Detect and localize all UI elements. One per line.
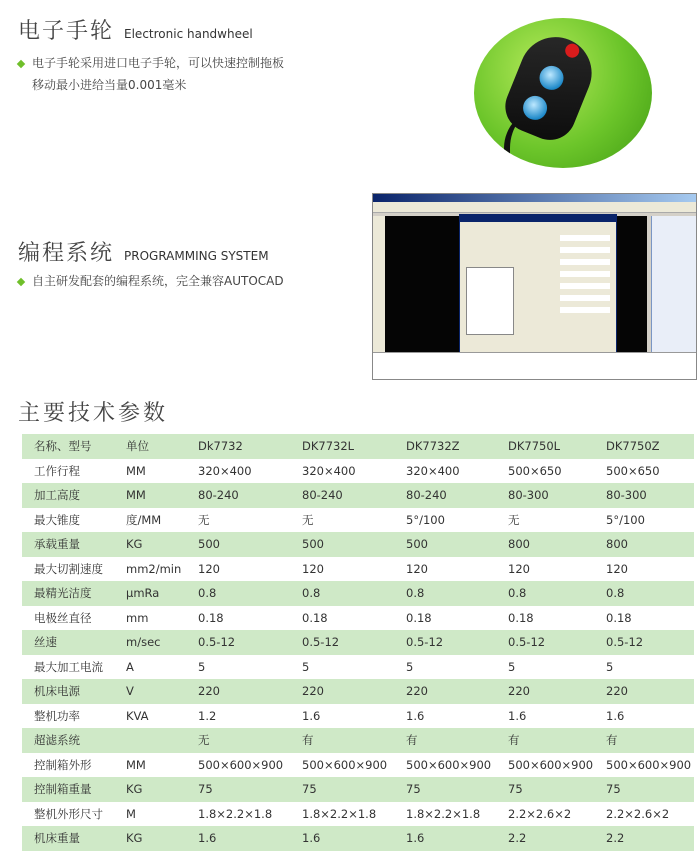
value-cell: 320×400 <box>398 459 500 484</box>
value-cell: 1.6 <box>294 826 398 851</box>
value-cell: 5°/100 <box>598 508 694 533</box>
unit-cell: MM <box>118 459 190 484</box>
table-row <box>22 483 694 508</box>
cad-side-panel <box>651 216 696 352</box>
value-cell: 有 <box>294 728 398 753</box>
unit-cell: KG <box>118 826 190 851</box>
handwheel-title-en: Electronic handwheel <box>124 27 253 41</box>
value-cell: 800 <box>500 532 598 557</box>
param-name-cell: 超滤系统 <box>22 728 118 753</box>
value-cell: 500×650 <box>500 459 598 484</box>
header-cell: 名称、型号 <box>22 434 118 459</box>
unit-cell: mm <box>118 606 190 631</box>
table-row <box>22 777 694 802</box>
programming-title-en: PROGRAMMING SYSTEM <box>124 249 269 263</box>
value-cell: 80-240 <box>398 483 500 508</box>
header-cell: Dk7732 <box>190 434 294 459</box>
table-row <box>22 826 694 851</box>
value-cell: 0.8 <box>398 581 500 606</box>
header-cell: DK7750Z <box>598 434 694 459</box>
value-cell: 75 <box>190 777 294 802</box>
value-cell: 500×600×900 <box>190 753 294 778</box>
table-row <box>22 532 694 557</box>
header-cell: 单位 <box>118 434 190 459</box>
value-cell: 无 <box>294 508 398 533</box>
unit-cell: m/sec <box>118 630 190 655</box>
table-row <box>22 704 694 729</box>
value-cell: 1.6 <box>500 704 598 729</box>
value-cell: 220 <box>598 679 694 704</box>
value-cell: 500×600×900 <box>294 753 398 778</box>
table-row <box>22 557 694 582</box>
value-cell: 有 <box>598 728 694 753</box>
value-cell: 1.6 <box>398 826 500 851</box>
value-cell: 0.8 <box>598 581 694 606</box>
programming-heading <box>18 236 269 267</box>
unit-cell <box>118 728 190 753</box>
unit-cell: 度/MM <box>118 508 190 533</box>
value-cell: 1.8×2.2×1.8 <box>398 802 500 827</box>
table-row <box>22 508 694 533</box>
param-name-cell: 工作行程 <box>22 459 118 484</box>
table-row <box>22 655 694 680</box>
value-cell: 75 <box>598 777 694 802</box>
cad-dialog-titlebar <box>460 215 616 222</box>
value-cell: 1.6 <box>190 826 294 851</box>
handwheel-bullet-line2: 移动最小进给当量0.001毫米 <box>32 78 187 92</box>
value-cell: 120 <box>398 557 500 582</box>
handwheel-image <box>474 18 652 168</box>
dial-knob-icon <box>536 62 567 93</box>
value-cell: 0.18 <box>500 606 598 631</box>
value-cell: 500×600×900 <box>398 753 500 778</box>
programming-title-cn: 编程系统 <box>18 241 115 266</box>
value-cell: 220 <box>294 679 398 704</box>
table-row <box>22 581 694 606</box>
unit-cell: μmRa <box>118 581 190 606</box>
unit-cell: MM <box>118 753 190 778</box>
table-row <box>22 630 694 655</box>
param-name-cell: 控制箱外形 <box>22 753 118 778</box>
value-cell: 2.2×2.6×2 <box>598 802 694 827</box>
value-cell: 5°/100 <box>398 508 500 533</box>
value-cell: 1.6 <box>598 704 694 729</box>
value-cell: 80-300 <box>500 483 598 508</box>
table-row <box>22 728 694 753</box>
value-cell: 120 <box>294 557 398 582</box>
value-cell: 2.2 <box>598 826 694 851</box>
param-name-cell: 丝速 <box>22 630 118 655</box>
value-cell: 无 <box>190 508 294 533</box>
programming-description <box>18 270 284 292</box>
unit-cell: MM <box>118 483 190 508</box>
cad-command-line <box>373 352 696 379</box>
dial-knob-icon <box>519 92 550 123</box>
param-name-cell: 最大锥度 <box>22 508 118 533</box>
value-cell: 0.18 <box>294 606 398 631</box>
value-cell: 120 <box>500 557 598 582</box>
value-cell: 220 <box>398 679 500 704</box>
value-cell: 120 <box>190 557 294 582</box>
unit-cell: M <box>118 802 190 827</box>
value-cell: 500×600×900 <box>598 753 694 778</box>
param-name-cell: 最精光洁度 <box>22 581 118 606</box>
value-cell: 120 <box>598 557 694 582</box>
value-cell: 0.18 <box>398 606 500 631</box>
value-cell: 0.5-12 <box>500 630 598 655</box>
value-cell: 1.8×2.2×1.8 <box>294 802 398 827</box>
value-cell: 75 <box>398 777 500 802</box>
bullet-diamond-icon <box>17 277 25 285</box>
header-cell: DK7750L <box>500 434 598 459</box>
param-name-cell: 电极丝直径 <box>22 606 118 631</box>
value-cell: 5 <box>598 655 694 680</box>
value-cell: 80-240 <box>190 483 294 508</box>
value-cell: 1.2 <box>190 704 294 729</box>
value-cell: 80-300 <box>598 483 694 508</box>
value-cell: 75 <box>294 777 398 802</box>
value-cell: 无 <box>190 728 294 753</box>
value-cell: 500 <box>190 532 294 557</box>
unit-cell: KG <box>118 532 190 557</box>
bullet-diamond-icon <box>17 59 25 67</box>
value-cell: 500 <box>398 532 500 557</box>
param-name-cell: 机床重量 <box>22 826 118 851</box>
value-cell: 5 <box>294 655 398 680</box>
handwheel-title-cn: 电子手轮 <box>18 19 115 44</box>
param-name-cell: 机床电源 <box>22 679 118 704</box>
handwheel-description <box>18 52 284 96</box>
value-cell: 0.8 <box>294 581 398 606</box>
specs-table <box>22 434 694 851</box>
value-cell: 0.8 <box>500 581 598 606</box>
value-cell: 75 <box>500 777 598 802</box>
value-cell: 0.8 <box>190 581 294 606</box>
param-name-cell: 承载重量 <box>22 532 118 557</box>
value-cell: 500×650 <box>598 459 694 484</box>
programming-screenshot <box>372 193 697 380</box>
handwheel-bullet-line1: 电子手轮采用进口电子手轮，可以快速控制拖板 <box>32 56 285 70</box>
value-cell: 320×400 <box>294 459 398 484</box>
value-cell: 有 <box>398 728 500 753</box>
table-row <box>22 679 694 704</box>
value-cell: 有 <box>500 728 598 753</box>
value-cell: 2.2 <box>500 826 598 851</box>
value-cell: 320×400 <box>190 459 294 484</box>
value-cell: 0.18 <box>598 606 694 631</box>
param-name-cell: 最大加工电流 <box>22 655 118 680</box>
value-cell: 1.6 <box>294 704 398 729</box>
value-cell: 220 <box>190 679 294 704</box>
value-cell: 1.8×2.2×1.8 <box>190 802 294 827</box>
table-row <box>22 459 694 484</box>
value-cell: 800 <box>598 532 694 557</box>
param-name-cell: 最大切割速度 <box>22 557 118 582</box>
unit-cell: A <box>118 655 190 680</box>
emergency-stop-icon <box>563 42 581 60</box>
cad-toolbar <box>373 216 385 352</box>
cad-dialog <box>459 214 617 354</box>
value-cell: 0.5-12 <box>398 630 500 655</box>
programming-bullet: 自主研发配套的编程系统，完全兼容AUTOCAD <box>32 274 284 288</box>
unit-cell: KG <box>118 777 190 802</box>
cad-dialog-fields <box>560 229 610 319</box>
value-cell: 无 <box>500 508 598 533</box>
table-row <box>22 606 694 631</box>
header-cell: DK7732L <box>294 434 398 459</box>
value-cell: 80-240 <box>294 483 398 508</box>
value-cell: 500×600×900 <box>500 753 598 778</box>
header-cell: DK7732Z <box>398 434 500 459</box>
table-row <box>22 753 694 778</box>
value-cell: 2.2×2.6×2 <box>500 802 598 827</box>
cad-titlebar <box>373 194 696 202</box>
value-cell: 1.6 <box>398 704 500 729</box>
table-row <box>22 802 694 827</box>
cad-menubar <box>373 202 696 213</box>
table-header-row <box>22 434 694 459</box>
value-cell: 0.5-12 <box>294 630 398 655</box>
specs-title: 主要技术参数 <box>18 401 169 426</box>
param-name-cell: 控制箱重量 <box>22 777 118 802</box>
unit-cell: KVA <box>118 704 190 729</box>
handwheel-heading <box>18 14 253 45</box>
value-cell: 500 <box>294 532 398 557</box>
param-name-cell: 整机外形尺寸 <box>22 802 118 827</box>
param-name-cell: 整机功率 <box>22 704 118 729</box>
value-cell: 5 <box>500 655 598 680</box>
value-cell: 220 <box>500 679 598 704</box>
cad-dialog-list <box>466 267 514 335</box>
value-cell: 0.5-12 <box>190 630 294 655</box>
unit-cell: V <box>118 679 190 704</box>
param-name-cell: 加工高度 <box>22 483 118 508</box>
value-cell: 0.18 <box>190 606 294 631</box>
unit-cell: mm2/min <box>118 557 190 582</box>
value-cell: 0.5-12 <box>598 630 694 655</box>
value-cell: 5 <box>398 655 500 680</box>
value-cell: 5 <box>190 655 294 680</box>
